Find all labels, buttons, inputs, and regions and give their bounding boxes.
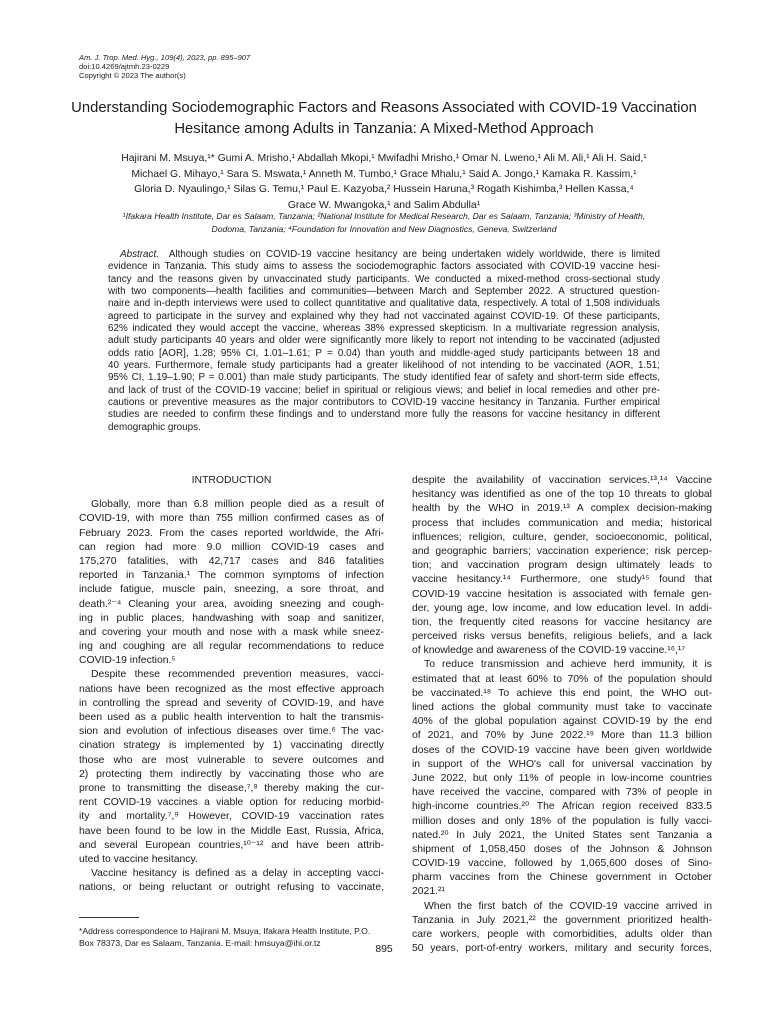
correspondence-footnote: *Address correspondence to Hajirani M. Msuya, Ifakara Health Institute, P.O. Box 78373, Dar es Salaam, Tanzania. E-mail: hmsuya@ihi.or.tz (79, 926, 371, 949)
left-column-text (79, 498, 384, 895)
text-line: have received the vaccine, compared with 73% of people in (412, 787, 712, 799)
abstract-line: tancy and the reasons given by unvaccinated study participants. We conducted a mixed-method cross-sectional study (108, 273, 660, 285)
text-line: tion; and vaccination program design ultimately leads to (412, 560, 712, 572)
text-line: ity and mortality.⁷,⁹ However, COVID-19 vaccination rates (79, 811, 384, 823)
text-line: lined actions the global community must take to vaccinate (412, 702, 712, 713)
text-line: nations, or being reluctant or outright refusing to vaccinate, (79, 882, 384, 894)
abstract-line: agreed to participate in the survey and explained why they had not vaccinated against COVID-19. Of these participants, (108, 310, 660, 322)
right-column (412, 474, 712, 956)
text-line: Globally, more than 6.8 million people died as a result of (91, 499, 384, 511)
abstract-line: cautions or preventive measures as the major contributors to COVID-19 vaccine hesitancy in Tanzania. Further empirical (108, 397, 660, 409)
text-line: reported in Tanzania.¹ The common symptoms of infection (79, 570, 384, 582)
text-line: include fatigue, muscle pain, sneezing, a sore throat, and (79, 584, 384, 596)
section-heading: INTRODUCTION (191, 475, 272, 486)
article-title (40, 98, 728, 140)
text-line: high-income countries.²⁰ The African region received 833.5 (412, 801, 712, 813)
author-line: Hajirani M. Msuya,¹* Gumi A. Mrisho,¹ Abdallah Mkopi,¹ Mwifadhi Mrisho,¹ Omar N. Lweno,¹ Ali M. Ali,¹ Ali H. Said,¹ (121, 153, 647, 164)
text-line: 175,270 fatalities, with 42,717 cases and 846 fatalities (79, 555, 384, 567)
author-list (60, 151, 708, 213)
abstract-line: 95% CI, 1.19–1.90; P = 0.001) than male study participants. The study identified fear of safety and short-term side effects, (108, 372, 660, 384)
text-line: 50 years, port-of-entry workers, military and security forces, (412, 943, 712, 955)
text-line: ing and coughing are all regular recommendations to reduce (79, 641, 384, 653)
text-line: Tanzania in July 2021,²² the government prioritized health- (412, 914, 712, 926)
affiliation-line: ¹Ifakara Health Institute, Dar es Salaam, Tanzania; ²National Institute for Medical Research, Dar es Salaam, Tanzania; ³Ministry of Health, (122, 211, 646, 221)
abstract-line: with two components—health facilities and communities—between March and September 2022. A structured question- (108, 286, 660, 298)
text-line: When the first batch of the COVID-19 vaccine arrived in (424, 900, 712, 912)
text-line: sion and evolution of infectious diseases over time.⁶ The vac- (79, 726, 384, 738)
author-line: Gloria D. Nyaulingo,¹ Silas G. Temu,¹ Paul E. Kazyoba,² Hussein Haruna,³ Rogath Kishimba,³ Hellen Kassa,⁴ (134, 184, 634, 196)
abstract-line: evidence in Tanzania. This study aims to assess the sociodemographic factors associated with COVID-19 vaccine hesi- (108, 261, 660, 273)
text-line: have been found to be low in the Middle East, Russia, Africa, (79, 825, 384, 837)
text-line: million doses and only 18% of the population is fully vacci- (412, 815, 712, 827)
text-line: and covering your mouth and nose with a mask while sneez- (79, 626, 384, 638)
copyright: Copyright © 2023 The author(s) (79, 71, 186, 81)
text-line: care workers, people with comorbidities, adults older than (412, 929, 712, 940)
text-line: June 2022, but only 11% of people in low-income countries (412, 772, 712, 784)
page-number: 895 (375, 944, 393, 955)
text-line: of 2021, and 70% by June 2022.¹⁹ More than 11.3 billion (412, 730, 712, 742)
text-line: can region had more 9.0 million COVID-19 cases and (79, 541, 384, 553)
text-line: nated.²⁰ In July 2021, the United States sent Tanzania a (412, 829, 712, 841)
abstract-label: Abstract. (120, 249, 159, 260)
title-line: Hesitance among Adults in Tanzania: A Mixed-Method Approach (174, 121, 594, 137)
abstract-text: Although studies on COVID-19 vaccine hesitancy are being undertaken widely worldwide, there is limited (168, 249, 660, 260)
text-line: Despite these recommended prevention measures, vacci- (91, 669, 384, 681)
abstract-line: 62% indicated they would accept the vaccine, whereas 38% expressed skepticism. In a multivariate regression analysis, (108, 323, 660, 335)
text-line: death.²⁻⁴ Cleaning your area, avoiding sneezing and cough- (79, 598, 384, 610)
text-line: 40% of the global population against COVID-19 by the end (412, 716, 712, 728)
text-line: in support of the WHO's call for universal vaccination by (412, 758, 712, 770)
text-line: rent COVID-19 vaccines a viable option for reducing morbid- (79, 797, 384, 809)
text-line: 2021.²¹ (412, 886, 445, 898)
text-line: COVID-19 vaccine hesitation is associated with female gen- (412, 588, 712, 600)
text-line: in controlling the spread and severity of COVID-19, and have (79, 697, 384, 709)
text-line: February 2023. From the cases reported worldwide, the Afri- (79, 527, 384, 539)
abstract (108, 249, 660, 434)
author-line: Grace W. Mwangoka,¹ and Salim Abdulla¹ (287, 199, 481, 211)
text-line: 2) protecting them indirectly by vaccinating those who are (79, 768, 384, 780)
left-column (79, 474, 384, 895)
text-line: ing in public places, handwashing with soap and sanitizer, (79, 612, 384, 624)
abstract-line (108, 249, 660, 261)
abstract-line: adult study participants 40 years and older were significantly more likely to report not intending to be vaccinated (adjusted (108, 335, 660, 347)
text-line: perceived risks versus benefits, religious beliefs, and a lack (412, 631, 712, 643)
text-line: Vaccine hesitancy is defined as a delay in accepting vacci- (91, 868, 384, 880)
affiliation-line: Dodoma, Tanzania; ⁴Foundation for Innovation and New Diagnostics, Geneva, Switzerland (211, 223, 557, 234)
abstract-line: 40 years. Furthermore, female study participants had a greater likelihood of not intending to be vaccinated (AOR, 1.51; (108, 360, 660, 372)
affiliations (60, 210, 708, 235)
text-line: estimated that at least 60% to 70% of the population should (412, 673, 712, 685)
text-line: prone to transmitting the disease,⁷,⁸ thereby making the cur- (79, 782, 384, 794)
journal-header (79, 53, 250, 81)
text-line: those who are most vulnerable to severe outcomes and (79, 754, 384, 766)
text-line: influences; religion, culture, gender, socioeconomic, political, (412, 531, 712, 543)
title-line: Understanding Sociodemographic Factors and Reasons Associated with COVID-19 Vaccination (71, 100, 697, 116)
text-line: be vaccinated.¹⁸ To achieve this end point, the WHO out- (412, 687, 712, 699)
footnote-rule (79, 917, 139, 918)
text-line: COVID-19, with more than 755 million confirmed cases as of (79, 513, 384, 525)
text-line: nations have been recognized as the most effective approach (79, 683, 384, 695)
right-column-text (412, 474, 712, 956)
text-line: pharm vaccines from the Chinese government in October (412, 872, 712, 884)
text-line: der, young age, low income, and low education level. In addi- (412, 602, 712, 614)
text-line: uted to vaccine hesitancy. (79, 853, 198, 865)
text-line: vaccine hesitancy.¹⁴ Furthermore, one study¹⁵ found that (412, 574, 712, 586)
text-line: shipment of 1,058,450 doses of the Johnson & Johnson (412, 843, 712, 855)
text-line: cination strategy is implemented by 1) vaccinating directly (79, 740, 384, 752)
text-line: doses of the COVID-19 vaccine have been given worldwide (412, 744, 712, 756)
abstract-line: and lack of trust of the COVID-19 vaccine; belief in spiritual or religious views; and belief in local remedies and other pre- (108, 384, 660, 396)
text-line: COVID-19 vaccine, followed by 1,065,600 doses of Sino- (412, 858, 712, 870)
author-line: Michael G. Mihayo,¹ Sara S. Mswata,¹ Anneth M. Tumbo,¹ Grace Mhalu,¹ Said A. Jongo,¹ Kamaka R. Kassim,¹ (131, 168, 637, 180)
text-line: COVID-19 infection.⁵ (79, 655, 176, 667)
text-line: despite the availability of vaccination services.¹³,¹⁴ Vaccine (412, 475, 712, 486)
abstract-line: odds ratio [AOR], 1.28; 95% CI, 1.01–1.61; P = 0.04) than youth and middle-aged study participants between 18 and (108, 347, 660, 359)
text-line: process that includes communication and media; historical (412, 517, 712, 529)
abstract-line: studies are needed to confirm these findings and to understand more fully the reasons for vaccine hesitancy in different (108, 409, 660, 421)
text-line: hesitancy was identified as one of the top 10 threats to global (412, 489, 712, 501)
text-line: health by the WHO in 2019.¹³ A complex decision-making (412, 503, 712, 515)
abstract-line: naire and in-depth interviews were used to collect quantitative and qualitative data, respectively. A total of 1,508 individuals (108, 298, 660, 310)
text-line: tion, the frequently cited reasons for vaccine hesitancy are (412, 616, 712, 628)
text-line: To reduce transmission and achieve herd immunity, it is (424, 659, 712, 671)
text-line: and geographic barriers; vaccination experience; risk percep- (412, 545, 712, 557)
text-line: of knowledge and awareness of the COVID-19 vaccine.¹⁶,¹⁷ (412, 645, 686, 657)
abstract-line: demographic groups. (108, 421, 201, 433)
journal-citation: Am. J. Trop. Med. Hyg., 109(4), 2023, pp. 895–907 (79, 53, 251, 62)
text-line: been used as a public health intervention to halt the transmis- (79, 712, 384, 723)
doi: doi:10.4269/ajtmh.23-0229 (79, 62, 170, 72)
text-line: and several European countries,¹⁰⁻¹² and have been attrib- (79, 839, 384, 851)
